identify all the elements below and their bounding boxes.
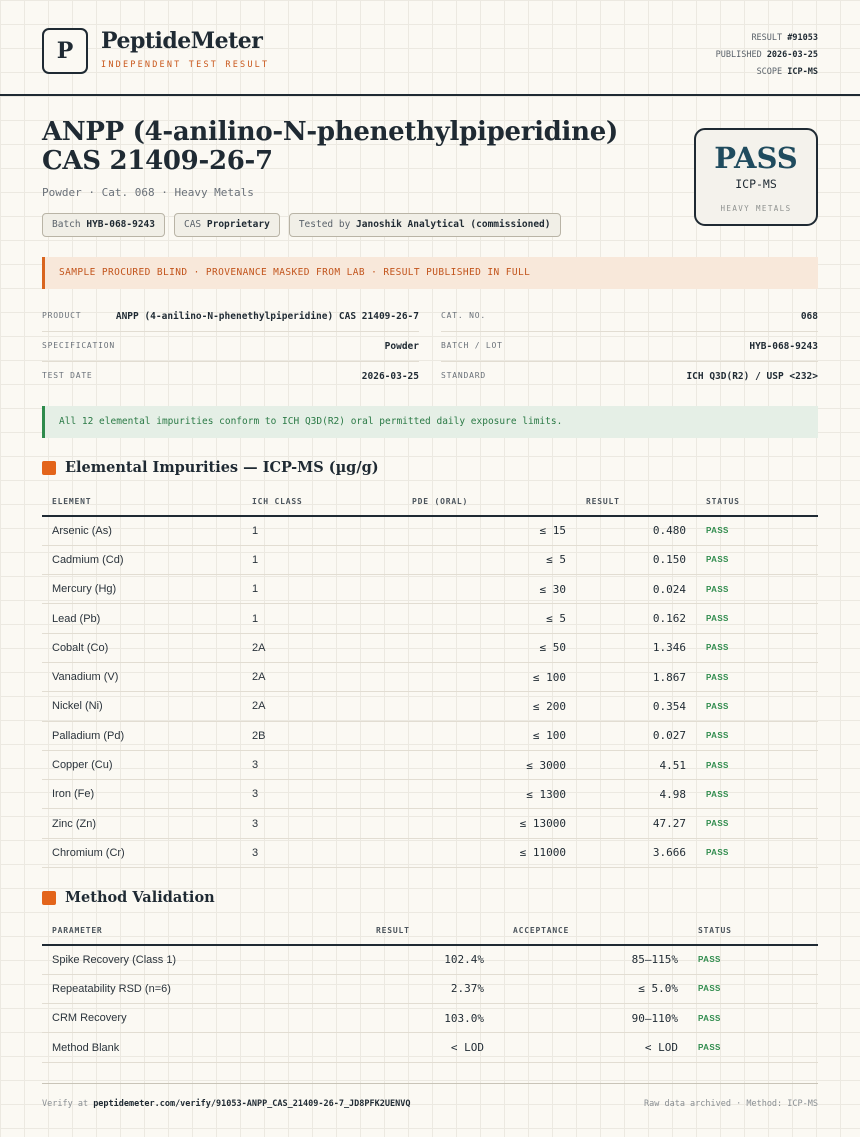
cell-element: Palladium (Pd) xyxy=(42,721,242,750)
cell-ich-class: 3 xyxy=(242,750,402,779)
cell-ich-class: 3 xyxy=(242,838,402,867)
cell-result: 0.027 xyxy=(576,721,696,750)
cell-status: PASS xyxy=(696,575,818,604)
cell-parameter: Repeatability RSD (n=6) xyxy=(42,974,320,1003)
cell-element: Copper (Cu) xyxy=(42,750,242,779)
cell-result: 0.354 xyxy=(576,692,696,721)
cell-result: 3.666 xyxy=(576,838,696,867)
col-acceptance: ACCEPTANCE xyxy=(494,917,688,945)
col-element: ELEMENT xyxy=(42,488,242,516)
info-product: PRODUCT ANPP (4-anilino-N-phenethylpiperidine) CAS 21409-26-7 xyxy=(42,302,419,332)
chip-tested-by: Tested by Janoshik Analytical (commissioned) xyxy=(289,213,561,237)
cell-status: PASS xyxy=(696,692,818,721)
impurities-table xyxy=(42,488,818,868)
cell-element: Iron (Fe) xyxy=(42,780,242,809)
table-row xyxy=(42,838,818,867)
cell-val-status: PASS xyxy=(688,1004,818,1033)
table-row xyxy=(42,516,818,545)
cell-pde: ≤ 200 xyxy=(402,692,576,721)
cell-pde: ≤ 50 xyxy=(402,633,576,662)
cell-pde: ≤ 100 xyxy=(402,721,576,750)
col-parameter: PARAMETER xyxy=(42,917,320,945)
cell-pde: ≤ 3000 xyxy=(402,750,576,779)
table-row xyxy=(42,945,818,974)
validation-body xyxy=(42,945,818,1062)
cell-element: Nickel (Ni) xyxy=(42,692,242,721)
cell-val-result: 102.4% xyxy=(320,945,494,974)
col-result: RESULT xyxy=(576,488,696,516)
report-header xyxy=(0,0,860,96)
cell-val-result: 2.37% xyxy=(320,974,494,1003)
cell-ich-class: 2A xyxy=(242,662,402,691)
cell-status: PASS xyxy=(696,780,818,809)
cell-parameter: Spike Recovery (Class 1) xyxy=(42,945,320,974)
table-row xyxy=(42,809,818,838)
logo-icon: P xyxy=(42,28,88,74)
table-row xyxy=(42,662,818,691)
table-row xyxy=(42,545,818,574)
cell-element: Zinc (Zn) xyxy=(42,809,242,838)
cell-val-status: PASS xyxy=(688,974,818,1003)
table-row xyxy=(42,692,818,721)
provenance-banner: SAMPLE PROCURED BLIND · PROVENANCE MASKED FROM LAB · RESULT PUBLISHED IN FULL xyxy=(42,257,818,289)
cell-acceptance: 85–115% xyxy=(494,945,688,974)
table-row xyxy=(42,1033,818,1062)
cell-pde: ≤ 5 xyxy=(402,604,576,633)
col-val-result: RESULT xyxy=(320,917,494,945)
cell-element: Vanadium (V) xyxy=(42,662,242,691)
info-batch-lot: BATCH / LOT HYB-068-9243 xyxy=(441,332,818,362)
cell-result: 0.162 xyxy=(576,604,696,633)
col-status: STATUS xyxy=(696,488,818,516)
cell-ich-class: 2A xyxy=(242,692,402,721)
table-row xyxy=(42,604,818,633)
col-ich-class: ICH CLASS xyxy=(242,488,402,516)
cell-element: Lead (Pb) xyxy=(42,604,242,633)
col-pde: PDE (ORAL) xyxy=(402,488,576,516)
meta-result: RESULT #91053 xyxy=(751,33,818,43)
cell-status: PASS xyxy=(696,662,818,691)
info-test-date: TEST DATE 2026-03-25 xyxy=(42,371,419,382)
cell-ich-class: 1 xyxy=(242,604,402,633)
verdict-method: ICP-MS xyxy=(735,177,777,191)
cell-ich-class: 1 xyxy=(242,575,402,604)
section-marker-icon xyxy=(42,461,56,475)
archive-note: Raw data archived · Method: ICP-MS xyxy=(644,1099,818,1109)
cell-pde: ≤ 100 xyxy=(402,662,576,691)
cell-pde: ≤ 15 xyxy=(402,516,576,545)
conformance-note: All 12 elemental impurities conform to ICH Q3D(R2) oral permitted daily exposure limits. xyxy=(42,406,818,438)
cell-ich-class: 2B xyxy=(242,721,402,750)
product-subtitle: Powder · Cat. 068 · Heavy Metals xyxy=(42,186,254,199)
cell-pde: ≤ 11000 xyxy=(402,838,576,867)
cell-ich-class: 3 xyxy=(242,809,402,838)
cell-result: 4.98 xyxy=(576,780,696,809)
verify-line: Verify at peptidemeter.com/verify/91053-ANPP_CAS_21409-26-7_JD8PFK2UENVQ xyxy=(42,1099,411,1109)
cell-element: Chromium (Cr) xyxy=(42,838,242,867)
cell-acceptance: < LOD xyxy=(494,1033,688,1062)
cell-result: 0.480 xyxy=(576,516,696,545)
verify-link[interactable]: peptidemeter.com/verify/91053-ANPP_CAS_21409-26-7_JD8PFK2UENVQ xyxy=(93,1099,411,1109)
cell-result: 1.867 xyxy=(576,662,696,691)
info-cat-no: CAT. NO. 068 xyxy=(441,302,818,332)
impurities-header-row xyxy=(42,488,818,516)
cell-acceptance: ≤ 5.0% xyxy=(494,974,688,1003)
cell-element: Arsenic (As) xyxy=(42,516,242,545)
cell-status: PASS xyxy=(696,633,818,662)
cell-ich-class: 1 xyxy=(242,516,402,545)
cell-result: 1.346 xyxy=(576,633,696,662)
table-row xyxy=(42,575,818,604)
cell-ich-class: 3 xyxy=(242,780,402,809)
section-marker-icon xyxy=(42,891,56,905)
verdict-stamp xyxy=(694,128,818,226)
impurities-body xyxy=(42,516,818,868)
cell-result: 47.27 xyxy=(576,809,696,838)
cell-pde: ≤ 13000 xyxy=(402,809,576,838)
cell-status: PASS xyxy=(696,721,818,750)
table-row xyxy=(42,780,818,809)
validation-header-row xyxy=(42,917,818,945)
cell-ich-class: 1 xyxy=(242,545,402,574)
table-row xyxy=(42,750,818,779)
product-chips xyxy=(42,213,561,237)
verdict-scope: HEAVY METALS xyxy=(720,204,792,213)
meta-scope: SCOPE ICP-MS xyxy=(756,67,818,77)
table-row xyxy=(42,721,818,750)
cell-ich-class: 2A xyxy=(242,633,402,662)
col-val-status: STATUS xyxy=(688,917,818,945)
cell-val-result: < LOD xyxy=(320,1033,494,1062)
cell-pde: ≤ 5 xyxy=(402,545,576,574)
cell-status: PASS xyxy=(696,750,818,779)
cell-pde: ≤ 30 xyxy=(402,575,576,604)
info-standard: STANDARD ICH Q3D(R2) / USP <232> xyxy=(441,371,818,382)
report-footer xyxy=(42,1083,818,1123)
cell-val-status: PASS xyxy=(688,945,818,974)
cell-status: PASS xyxy=(696,516,818,545)
table-row xyxy=(42,1004,818,1033)
table-row xyxy=(42,633,818,662)
cell-parameter: Method Blank xyxy=(42,1033,320,1062)
info-specification: SPECIFICATION Powder xyxy=(42,332,419,362)
validation-table xyxy=(42,917,818,1063)
verdict-word: PASS xyxy=(714,141,798,175)
table-row xyxy=(42,974,818,1003)
cell-acceptance: 90–110% xyxy=(494,1004,688,1033)
cell-status: PASS xyxy=(696,604,818,633)
cell-result: 0.150 xyxy=(576,545,696,574)
cell-pde: ≤ 1300 xyxy=(402,780,576,809)
cell-result: 4.51 xyxy=(576,750,696,779)
brand-name: PeptideMeter xyxy=(101,28,263,54)
cell-element: Mercury (Hg) xyxy=(42,575,242,604)
cell-result: 0.024 xyxy=(576,575,696,604)
cell-parameter: CRM Recovery xyxy=(42,1004,320,1033)
cell-val-result: 103.0% xyxy=(320,1004,494,1033)
meta-published: PUBLISHED 2026-03-25 xyxy=(715,50,818,60)
chip-cas: CAS Proprietary xyxy=(174,213,280,237)
cell-status: PASS xyxy=(696,838,818,867)
report-meta xyxy=(716,30,818,81)
cell-val-status: PASS xyxy=(688,1033,818,1062)
cell-status: PASS xyxy=(696,809,818,838)
section-impurities-heading: Elemental Impurities — ICP-MS (µg/g) xyxy=(42,459,379,476)
chip-batch: Batch HYB-068-9243 xyxy=(42,213,165,237)
section-validation-heading: Method Validation xyxy=(42,889,215,906)
page-title: ANPP (4-anilino-N-phenethylpiperidine) CAS 21409-26-7 xyxy=(42,117,618,176)
brand-tagline: INDEPENDENT TEST RESULT xyxy=(101,60,270,70)
cell-element: Cobalt (Co) xyxy=(42,633,242,662)
cell-status: PASS xyxy=(696,545,818,574)
cell-element: Cadmium (Cd) xyxy=(42,545,242,574)
